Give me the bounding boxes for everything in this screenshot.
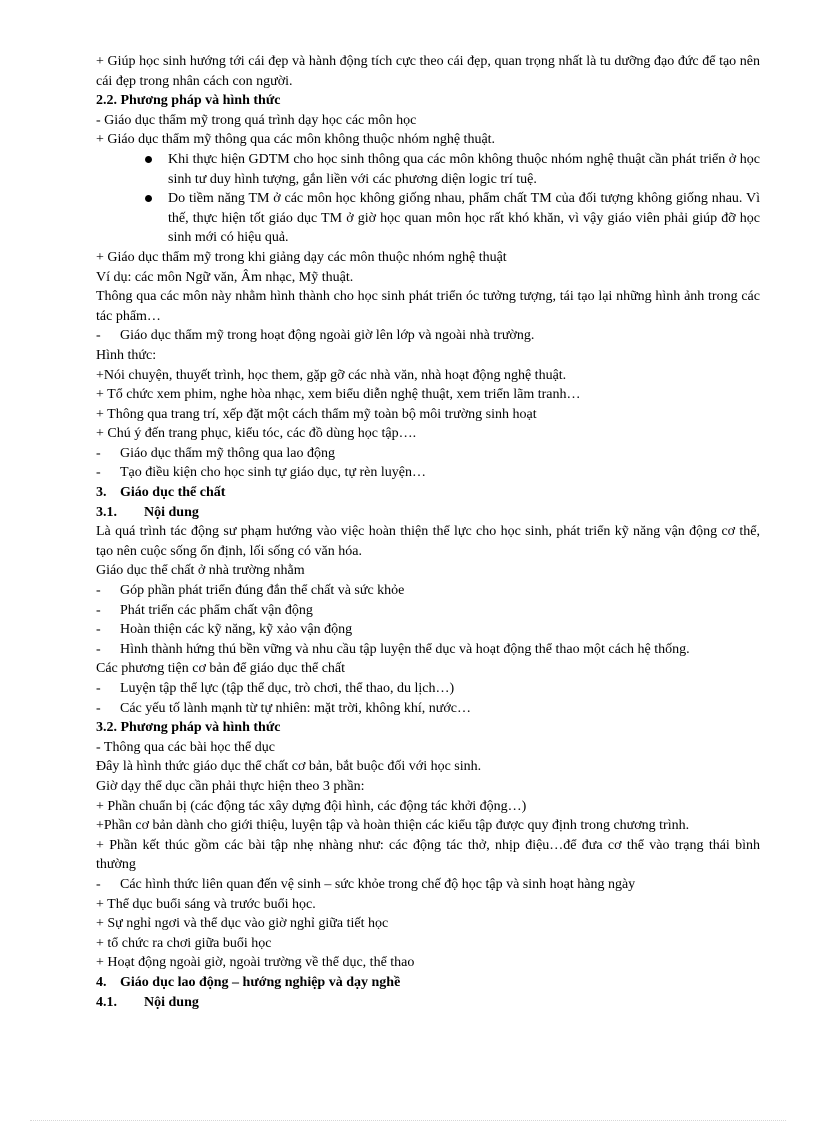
- paragraph: Đây là hình thức giáo dục thể chất cơ bản, bắt buộc đối với học sinh.: [96, 759, 482, 775]
- paragraph: + Chú ý đến trang phục, kiểu tóc, các đồ dùng học tập….: [96, 426, 417, 442]
- dash-marker: -: [96, 583, 101, 599]
- paragraph: Thông qua các môn này nhằm hình thành cho học sinh phát triển óc tưởng tượng, tái tạo lại những hình ảnh trong các tác phẩm…: [96, 289, 760, 324]
- bullet-item: Khi thực hiện GDTM cho học sinh thông qua các môn không thuộc nhóm nghệ thuật cần phát triển ở học sinh tư duy hình tượng, gắn liền với các phương diện logic trí tuệ.: [168, 150, 760, 189]
- dash-item-text: Tạo điều kiện cho học sinh tự giáo dục, tự rèn luyện…: [120, 465, 426, 481]
- heading-number: 3.1.: [96, 504, 117, 520]
- paragraph: +Phần cơ bản dành cho giới thiệu, luyện tập và hoàn thiện các kiểu tập được quy định trong chương trình.: [96, 818, 690, 834]
- subsection-heading: [96, 993, 760, 1013]
- dash-item-text: Hoàn thiện các kỹ năng, kỹ xảo vận động: [120, 622, 353, 638]
- paragraph: + Tổ chức xem phim, nghe hòa nhạc, xem biểu diễn nghệ thuật, xem triển lãm tranh…: [96, 387, 581, 403]
- heading-text: Giáo dục thể chất: [120, 485, 226, 501]
- dash-marker: -: [96, 328, 101, 344]
- dash-marker: -: [96, 602, 101, 618]
- dash-item: [96, 581, 760, 601]
- paragraph: + Thông qua trang trí, xếp đặt một cách thẩm mỹ toàn bộ môi trường sinh hoạt: [96, 406, 537, 422]
- heading-number: 4.1.: [96, 994, 117, 1010]
- paragraph: Các phương tiện cơ bản để giáo dục thể chất: [96, 661, 346, 677]
- dash-marker: -: [96, 622, 101, 638]
- heading-text: Giáo dục lao động – hướng nghiệp và dạy nghề: [120, 974, 401, 990]
- dash-item-text: Phát triển các phẩm chất vận động: [120, 602, 313, 618]
- paragraph: + Giáo dục thẩm mỹ thông qua các môn không thuộc nhóm nghệ thuật.: [96, 132, 496, 148]
- page-bottom-divider: [30, 1120, 786, 1121]
- paragraph: + Phần chuẩn bị (các động tác xây dựng đội hình, các động tác khởi động…): [96, 798, 527, 814]
- dash-item-text: Giáo dục thẩm mỹ thông qua lao động: [120, 445, 336, 461]
- paragraph: + Thể dục buổi sáng và trước buổi học.: [96, 896, 316, 912]
- heading-number: 3.: [96, 485, 107, 501]
- dash-item: [96, 640, 760, 660]
- section-heading: [96, 973, 760, 993]
- paragraph: Hình thức:: [96, 347, 157, 363]
- document-page: [96, 52, 760, 1012]
- paragraph: Giáo dục thể chất ở nhà trường nhằm: [96, 563, 305, 579]
- dash-marker: -: [96, 641, 101, 657]
- paragraph: +Nói chuyện, thuyết trình, học them, gặp gỡ các nhà văn, nhà hoạt động nghệ thuật.: [96, 367, 567, 383]
- heading-text: Nội dung: [144, 994, 199, 1010]
- paragraph: Là quá trình tác động sư phạm hướng vào việc hoàn thiện thể lực cho học sinh, phát triển kỹ năng vận động cơ thể, tạo nên cuộc sống ổn định, lối sống có văn hóa.: [96, 524, 760, 559]
- dash-marker: -: [96, 681, 101, 696]
- dash-marker: -: [96, 700, 101, 716]
- paragraph: Giờ dạy thể dục cần phải thực hiện theo 3 phần:: [96, 778, 365, 794]
- heading-number: 4.: [96, 974, 107, 990]
- paragraph: Ví dụ: các môn Ngữ văn, Âm nhạc, Mỹ thuật.: [96, 269, 354, 285]
- section-heading: 2.2. Phương pháp và hình thức: [96, 93, 281, 109]
- dash-item-text: Luyện tập thể lực (tập thể dục, trò chơi, thể thao, du lịch…): [120, 681, 455, 696]
- dash-item-text: Góp phần phát triển đúng đắn thể chất và sức khỏe: [120, 583, 405, 599]
- dash-item: [96, 444, 760, 464]
- dash-marker: -: [96, 445, 101, 461]
- dash-item: [96, 679, 760, 699]
- dash-item-text: Các hình thức liên quan đến vệ sinh – sức khỏe trong chế độ học tập và sinh hoạt hàng ngày: [120, 876, 636, 892]
- paragraph: + Sự nghỉ ngơi và thể dục vào giờ nghỉ giữa tiết học: [96, 916, 389, 932]
- dash-item-text: Giáo dục thẩm mỹ trong hoạt động ngoài giờ lên lớp và ngoài nhà trường.: [120, 328, 535, 344]
- subsection-heading: [96, 503, 760, 523]
- heading-text: Nội dung: [144, 504, 199, 520]
- bullet-item: Do tiềm năng TM ở các môn học không giống nhau, phẩm chất TM của đối tượng không giống nhau. Vì thế, thực hiện tốt giáo dục TM ở giờ học quan môn học rất khó khăn, vì vậy giáo viên phải giúp đỡ học sinh mới có hiệu quả.: [168, 189, 760, 248]
- section-heading: [96, 483, 760, 503]
- dash-item: [96, 326, 760, 346]
- paragraph: - Giáo dục thẩm mỹ trong quá trình dạy học các môn học: [96, 112, 417, 128]
- paragraph: + tổ chức ra chơi giữa buổi học: [96, 935, 272, 951]
- paragraph: - Thông qua các bài học thể dục: [96, 739, 275, 755]
- dash-item: [96, 875, 760, 895]
- dash-item-text: Hình thành hứng thú bền vững và nhu cầu tập luyện thể dục và hoạt động thể thao một cách hệ thống.: [120, 641, 690, 657]
- dash-item: [96, 699, 760, 719]
- section-heading: 3.2. Phương pháp và hình thức: [96, 720, 281, 736]
- paragraph: + Phần kết thúc gồm các bài tập nhẹ nhàng như: các động tác thở, nhịp điệu…để đưa cơ thể vào trạng thái bình thường: [96, 837, 760, 873]
- dash-marker: -: [96, 876, 101, 892]
- bullet-list: [96, 150, 760, 248]
- paragraph: + Giáo dục thẩm mỹ trong khi giảng dạy các môn thuộc nhóm nghệ thuật: [96, 249, 507, 265]
- paragraph: + Giúp học sinh hướng tới cái đẹp và hành động tích cực theo cái đẹp, quan trọng nhất là tu dưỡng đạo đức để tạo nên cái đẹp trong nhân cách con người.: [96, 54, 760, 89]
- dash-item-text: Các yếu tố lành mạnh từ tự nhiên: mặt trời, không khí, nước…: [120, 700, 471, 716]
- dash-item: [96, 620, 760, 640]
- dash-item: [96, 463, 760, 483]
- dash-item: [96, 601, 760, 621]
- paragraph: + Hoạt động ngoài giờ, ngoài trường về thể dục, thể thao: [96, 955, 415, 971]
- dash-marker: -: [96, 465, 101, 481]
